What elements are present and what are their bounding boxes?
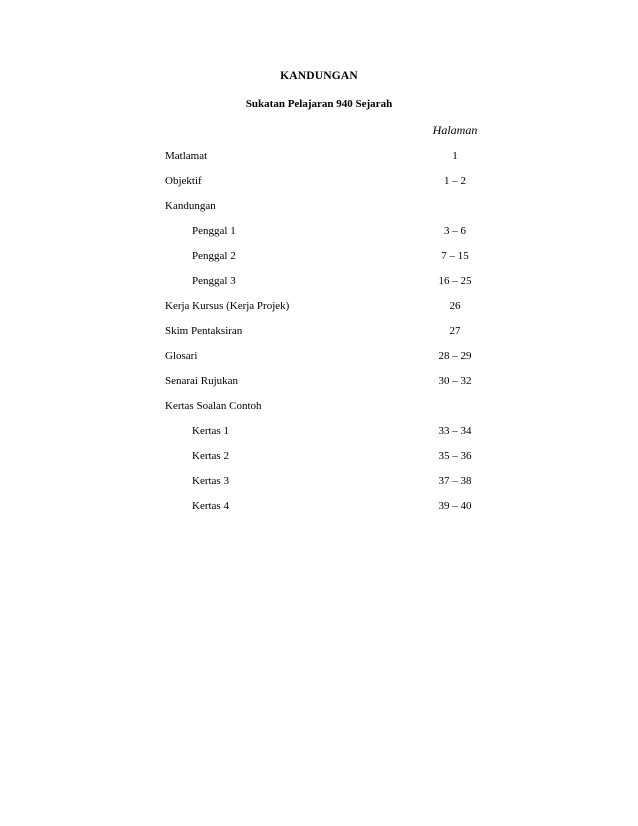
toc-row-kertas-2 bbox=[0, 450, 638, 475]
toc-pages: 7 – 15 bbox=[441, 250, 469, 262]
toc-row-penggal-3 bbox=[0, 275, 638, 300]
toc-row-senarai-rujukan bbox=[0, 375, 638, 400]
toc-label: Matlamat bbox=[165, 150, 208, 162]
toc-label: Penggal 2 bbox=[192, 250, 236, 262]
toc-label: Kertas 3 bbox=[192, 475, 229, 487]
toc-pages: 27 bbox=[449, 325, 461, 337]
toc-pages: 30 – 32 bbox=[438, 375, 472, 387]
page-title: KANDUNGAN bbox=[280, 70, 358, 82]
toc-pages: 26 bbox=[449, 300, 461, 312]
toc-pages: 39 – 40 bbox=[438, 500, 472, 512]
page-subtitle: Sukatan Pelajaran 940 Sejarah bbox=[245, 98, 393, 110]
toc-label: Kerja Kursus (Kerja Projek) bbox=[165, 300, 290, 312]
page-column-header: Halaman bbox=[432, 123, 478, 137]
toc-pages: 1 bbox=[452, 150, 458, 162]
toc-pages: 1 – 2 bbox=[444, 175, 466, 187]
toc-pages: 3 – 6 bbox=[444, 225, 466, 237]
toc-label: Kertas Soalan Contoh bbox=[165, 400, 262, 412]
toc-row-matlamat bbox=[0, 150, 638, 175]
toc-pages: 16 – 25 bbox=[438, 275, 472, 287]
toc-pages: 35 – 36 bbox=[438, 450, 472, 462]
toc-row-kertas-3 bbox=[0, 475, 638, 500]
toc-label: Penggal 3 bbox=[192, 275, 236, 287]
toc-pages: 28 – 29 bbox=[438, 350, 472, 362]
toc-row-kandungan bbox=[0, 200, 638, 225]
toc-row-penggal-2 bbox=[0, 250, 638, 275]
toc-label: Objektif bbox=[165, 175, 202, 187]
toc-label: Skim Pentaksiran bbox=[165, 325, 243, 337]
toc-label: Glosari bbox=[165, 350, 198, 362]
toc-label: Kertas 4 bbox=[192, 500, 229, 512]
toc-label: Senarai Rujukan bbox=[165, 375, 239, 387]
toc-row-kertas-4 bbox=[0, 500, 638, 525]
toc-row-kerja-kursus bbox=[0, 300, 638, 325]
toc-row-objektif bbox=[0, 175, 638, 200]
toc-row-penggal-1 bbox=[0, 225, 638, 250]
toc-label: Kertas 2 bbox=[192, 450, 229, 462]
toc-pages: 33 – 34 bbox=[438, 425, 472, 437]
toc-label: Penggal 1 bbox=[192, 225, 236, 237]
toc-pages: 37 – 38 bbox=[438, 475, 472, 487]
toc-row-skim-pentaksiran bbox=[0, 325, 638, 350]
toc-label: Kandungan bbox=[165, 200, 216, 212]
toc-row-glosari bbox=[0, 350, 638, 375]
toc-row-kertas-soalan-contoh bbox=[0, 400, 638, 425]
table-of-contents bbox=[0, 150, 638, 525]
toc-row-kertas-1 bbox=[0, 425, 638, 450]
toc-label: Kertas 1 bbox=[192, 425, 229, 437]
